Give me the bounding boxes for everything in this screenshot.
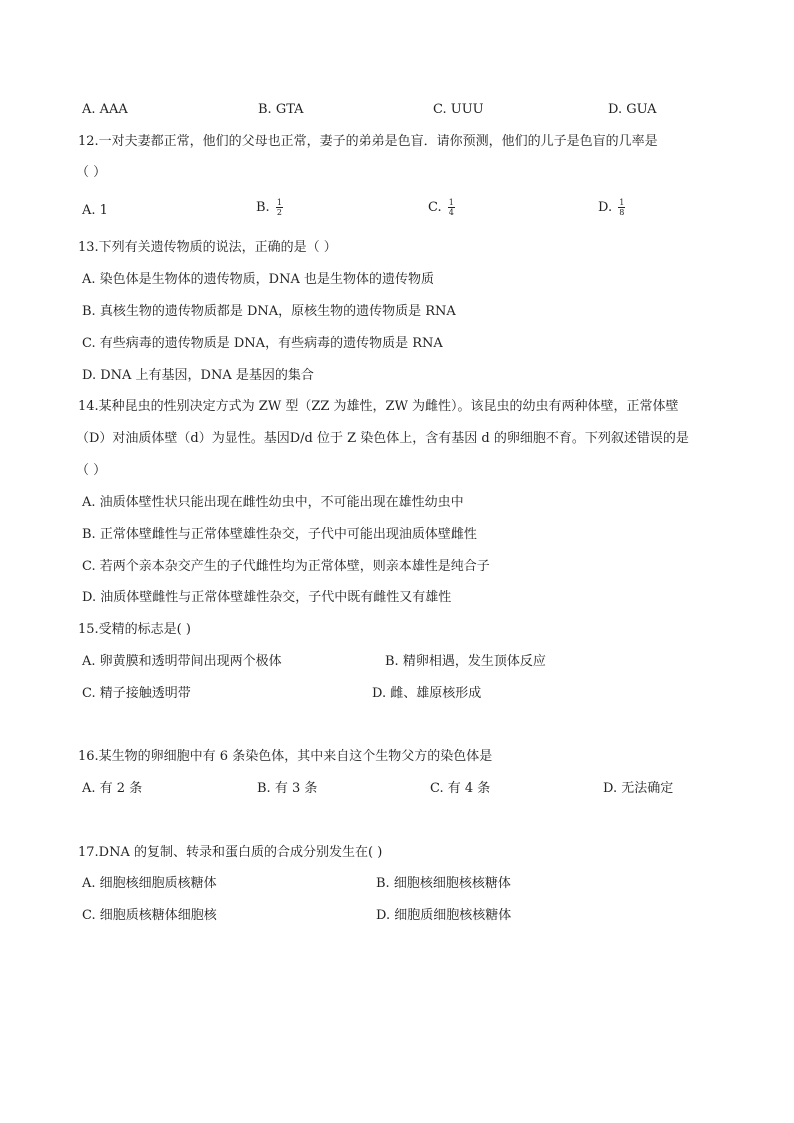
q15-option-b: B. 精卵相遇，发生顶体反应 (385, 654, 546, 669)
fraction-denominator: 2 (276, 208, 282, 217)
q16-stem: 16.某生物的卵细胞中有 6 条染色体，其中来自这个生物父方的染色体是 (78, 749, 493, 764)
q12-option-c-fraction (448, 198, 455, 217)
q17-option-d: D. 细胞质细胞核核糖体 (376, 908, 512, 923)
q12-option-c (428, 198, 455, 217)
q12-option-b-fraction (276, 198, 283, 217)
q14-stem-line1: 14.某种昆虫的性别决定方式为 ZW 型（ZZ 为雄性，ZW 为雌性）。该昆虫的幼虫有两种体壁，正常体壁 (78, 399, 679, 414)
q13-option-d: D. DNA 上有基因，DNA 是基因的集合 (82, 368, 314, 383)
q16-option-d: D. 无法确定 (603, 781, 674, 796)
q12-option-c-label: C. (428, 200, 446, 215)
q12-option-b (256, 198, 283, 217)
q17-option-b: B. 细胞核细胞核核糖体 (376, 876, 511, 891)
q12-option-a-value: 1 (99, 203, 108, 218)
q16-option-b: B. 有 3 条 (257, 781, 318, 796)
q12-option-a (82, 202, 108, 220)
q16-option-a: A. 有 2 条 (82, 781, 143, 796)
q13-option-c: C. 有些病毒的遗传物质是 DNA，有些病毒的遗传物质是 RNA (82, 336, 443, 351)
q12-answer-paren: （ ） (76, 165, 107, 180)
q15-stem: 15.受精的标志是( ) (78, 622, 191, 637)
fraction-numerator: 1 (448, 198, 454, 207)
q16-option-c: C. 有 4 条 (430, 781, 491, 796)
q15-option-d: D. 雌、雄原核形成 (372, 686, 482, 701)
fraction-numerator: 1 (619, 198, 625, 207)
q11-option-b: B. GTA (258, 102, 304, 117)
q11-option-d: D. GUA (608, 102, 657, 117)
q12-option-a-label: A. (82, 203, 100, 218)
q14-option-b: B. 正常体壁雌性与正常体壁雄性杂交，子代中可能出现油质体壁雌性 (82, 527, 477, 542)
q12-option-d-fraction (618, 198, 625, 217)
q12-stem: 12.一对夫妻都正常，他们的父母也正常，妻子的弟弟是色盲．请你预测，他们的儿子是色盲的几率是 (78, 134, 658, 149)
q13-option-a: A. 染色体是生物体的遗传物质，DNA 也是生物体的遗传物质 (82, 272, 434, 287)
q14-stem-line2: （D）对油质体壁（d）为显性。基因D/d 位于 Z 染色体上，含有基因 d 的卵细胞不育。下列叙述错误的是 (76, 431, 689, 446)
q14-option-c: C. 若两个亲本杂交产生的子代雌性均为正常体壁，则亲本雄性是纯合子 (82, 559, 490, 574)
q13-stem: 13.下列有关遗传物质的说法，正确的是（ ） (78, 240, 337, 255)
fraction-denominator: 4 (448, 208, 454, 217)
q14-option-d: D. 油质体壁雌性与正常体壁雄性杂交，子代中既有雌性又有雄性 (82, 590, 452, 605)
fraction-numerator: 1 (276, 198, 282, 207)
fraction-denominator: 8 (619, 208, 625, 217)
q12-option-b-label: B. (256, 200, 274, 215)
q14-option-a: A. 油质体壁性状只能出现在雌性幼虫中，不可能出现在雄性幼虫中 (82, 495, 464, 510)
q17-stem: 17.DNA 的复制、转录和蛋白质的合成分别发生在( ) (78, 845, 383, 860)
q14-answer-paren: （ ） (76, 463, 107, 478)
q15-option-c: C. 精子接触透明带 (82, 686, 191, 701)
q13-option-b: B. 真核生物的遗传物质都是 DNA，原核生物的遗传物质是 RNA (82, 304, 456, 319)
q11-option-c: C. UUU (433, 102, 484, 117)
q15-option-a: A. 卵黄膜和透明带间出现两个极体 (82, 654, 282, 669)
q17-option-a: A. 细胞核细胞质核糖体 (82, 876, 217, 891)
q17-option-c: C. 细胞质核糖体细胞核 (82, 908, 217, 923)
q12-option-d (598, 198, 625, 217)
q11-option-a: A. AAA (82, 102, 128, 117)
q12-option-d-label: D. (598, 200, 617, 215)
